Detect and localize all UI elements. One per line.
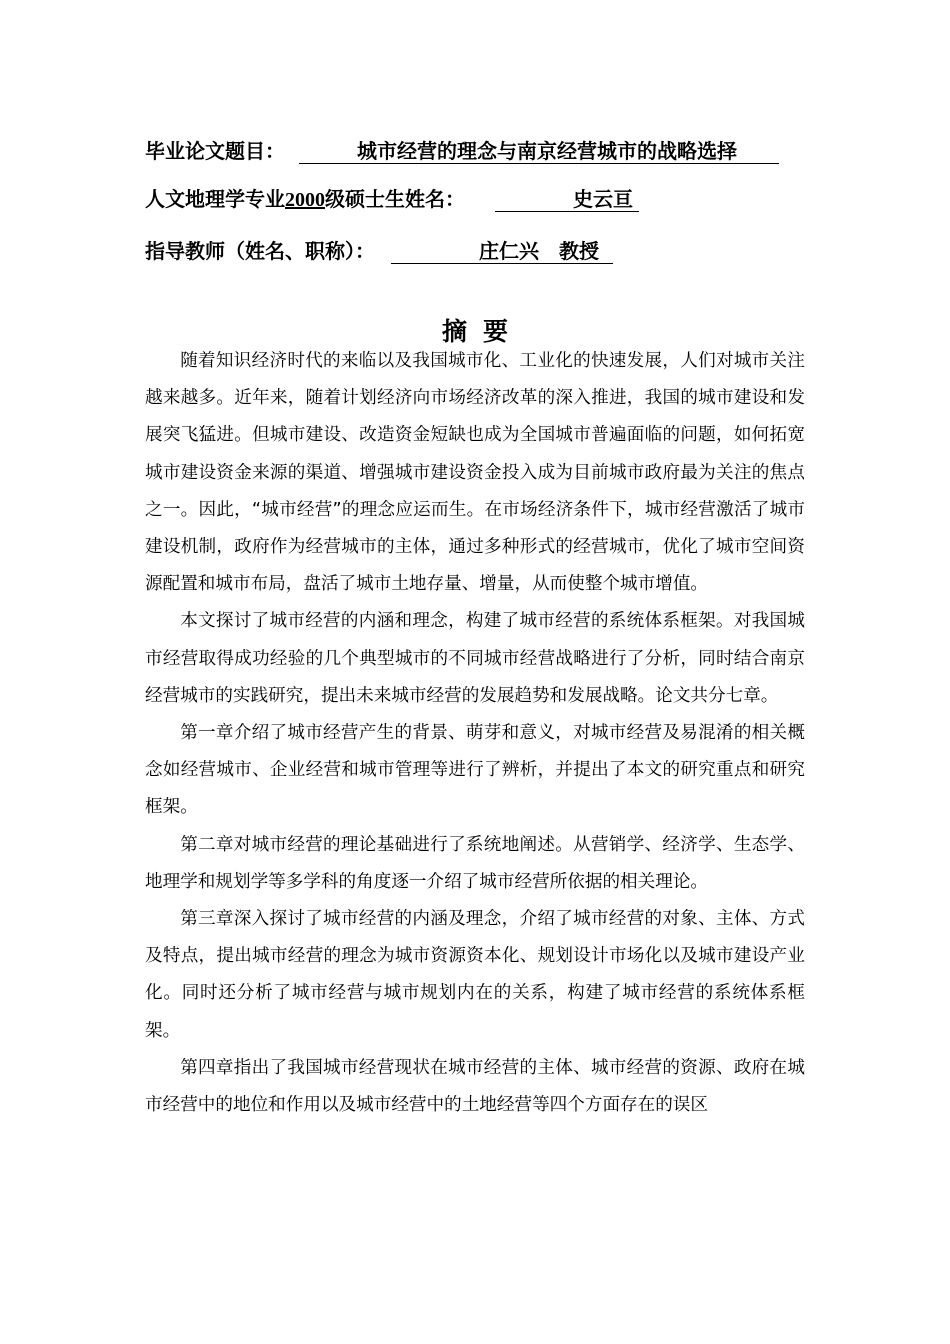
student-name-value: 史云亘 xyxy=(495,187,639,212)
thesis-title-label: 毕业论文题目： xyxy=(145,139,285,163)
thesis-title-line xyxy=(145,138,779,164)
student-name-label xyxy=(145,186,465,213)
degree-name-label: 级硕士生姓名： xyxy=(325,187,465,211)
thesis-title-value: 城市经营的理念与南京经营城市的战略选择 xyxy=(299,139,779,164)
major-label: 人文地理学专业 xyxy=(145,187,285,211)
abstract-heading: 摘要 xyxy=(441,317,524,346)
abstract-paragraph: 本文探讨了城市经营的内涵和理念，构建了城市经营的系统体系框架。对我国城市经营取得成功经验的几个典型城市的不同城市经营战略进行了分析，同时结合南京经营城市的实践研究，提出未来城市经营的发展趋势和发展战略。论文共分七章。 xyxy=(145,611,805,706)
abstract-paragraph: 第一章介绍了城市经营产生的背景、萌芽和意义，对城市经营及易混淆的相关概念如经营城市、企业经营和城市管理等进行了辨析，并提出了本文的研究重点和研究框架。 xyxy=(145,723,805,818)
advisor-label: 指导教师（姓名、职称）： xyxy=(145,239,375,263)
abstract-paragraph: 随着知识经济时代的来临以及我国城市化、工业化的快速发展，人们对城市关注越来越多。近年来，随着计划经济向市场经济改革的深入推进，我国的城市建设和发展突飞猛进。但城市建设、改造资金短缺也成为全国城市普遍面临的问题，如何拓宽城市建设资金来源的渠道、增强城市建设资金投入成为目前城市政府最为关注的焦点之一。因此，“城市经营”的理念应运而生。在市场经济条件下，城市经营激活了城市建设机制，政府作为经营城市的主体，通过多种形式的经营城市，优化了城市空间资源配置和城市布局，盘活了城市土地存量、增量，从而使整个城市增值。 xyxy=(145,351,805,595)
abstract-body xyxy=(145,343,805,1124)
abstract-paragraph: 第三章深入探讨了城市经营的内涵及理念，介绍了城市经营的对象、主体、方式及特点，提出城市经营的理念为城市资源资本化、规划设计市场化以及城市建设产业化。同时还分析了城市经营与城市规划内在的关系，构建了城市经营的系统体系框架。 xyxy=(145,909,805,1041)
enrollment-year: 2000 xyxy=(285,189,325,211)
advisor-line xyxy=(145,238,613,264)
abstract-paragraph: 第二章对城市经营的理论基础进行了系统地阐述。从营销学、经济学、生态学、地理学和规划学等多学科的角度逐一介绍了城市经营所依据的相关理论。 xyxy=(145,834,805,892)
student-name-line xyxy=(145,186,639,213)
advisor-value: 庄仁兴 教授 xyxy=(391,239,613,264)
abstract-paragraph: 第四章指出了我国城市经营现状在城市经营的主体、城市经营的资源、政府在城市经营中的地位和作用以及城市经营中的土地经营等四个方面存在的误区 xyxy=(145,1057,805,1116)
